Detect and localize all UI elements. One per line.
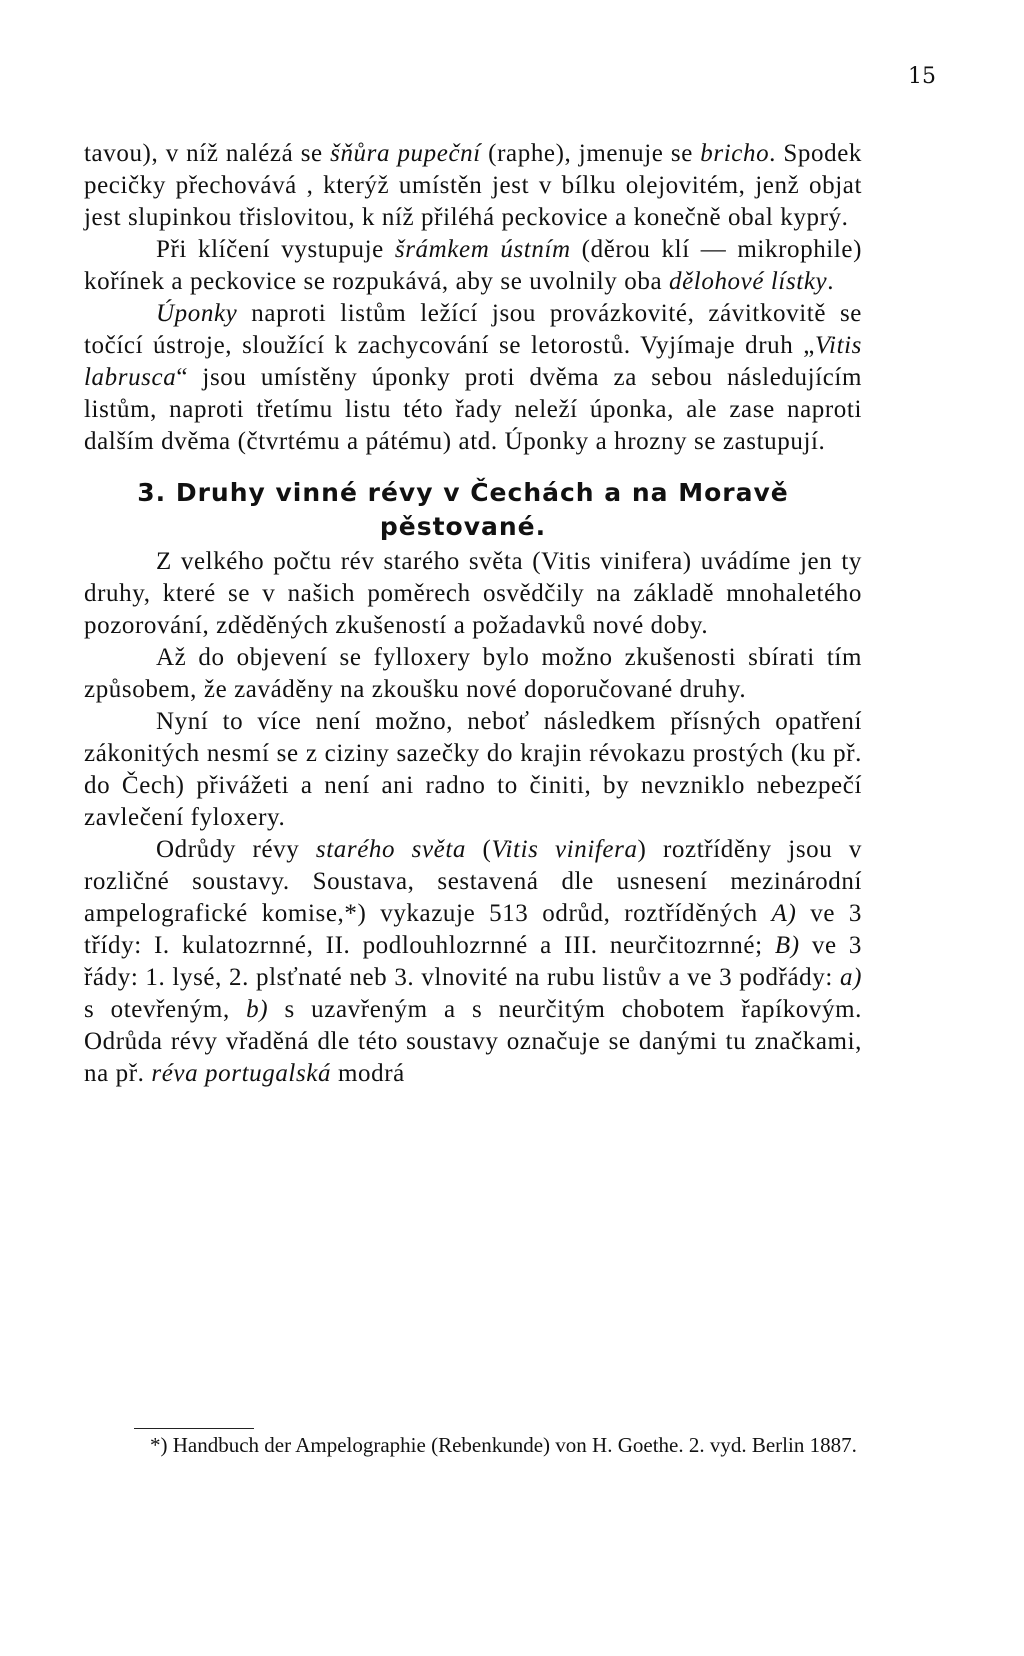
italic-term: réva portugalská — [151, 1060, 332, 1087]
italic-term: šňůra pupeční — [330, 140, 481, 167]
paragraph-phylloxera: Až do objevení se fylloxery bylo možno zkušenosti sbírati tím způsobem, že zaváděny na zkoušku nové doporučované druhy. — [84, 644, 862, 703]
paragraph-germination — [84, 234, 862, 298]
italic-term: b) — [246, 996, 269, 1023]
text-run: ( — [466, 836, 492, 863]
italic-term: Úponky — [156, 300, 238, 327]
text-run: (raphe), jmenuje se — [480, 140, 701, 167]
italic-term: dělohové lístky — [669, 268, 828, 295]
footnote-text: *) Handbuch der Ampelographie (Rebenkunde) von H. Goethe. 2. vyd. Berlin 1887. — [150, 1433, 857, 1457]
italic-term: A) — [771, 900, 797, 927]
italic-term: B) — [774, 932, 800, 959]
text-run: Odrůdy révy — [156, 836, 316, 863]
text-run: s uzavřeným a s neurčitým chobotem řapíkovým. Odrůda révy vřaděná dle této soustavy označuje se danými tu značkami, na př. — [84, 996, 862, 1087]
page-number: 15 — [908, 64, 936, 89]
text-run: ve 3 třídy: I. kulatozrnné, II. podlouhlozrnné a III. neurčitozrnné; — [84, 900, 862, 959]
body-text — [84, 138, 862, 1090]
text-run: modrá — [331, 1060, 405, 1087]
text-run: s otevřeným, — [84, 996, 247, 1023]
italic-term: a) — [839, 964, 862, 991]
text-run: “ jsou umístěny úponky proti dvěma za sebou následujícím listům, naproti třetímu listu této řady neleží úponka, ale zase naproti dalším dvěma (čtvrtému a pátému) atd. Úponky a hrozny se zastupují. — [84, 364, 862, 455]
text-run: Při klíčení vystupuje — [156, 236, 395, 263]
text-run: ) roztříděny jsou v rozličné soustavy. Soustava, sestavená dle usnesení mezinárodní ampelografické komise,*) vykazuje 513 odrůd, roztříděných — [84, 836, 862, 927]
footnote — [84, 1432, 862, 1459]
text-run: ve 3 řády: 1. lysé, 2. plsťnaté neb 3. vlnovité na rubu listův a ve 3 podřády: — [84, 932, 862, 991]
text-run: (děrou klí — mikrophile) kořínek a peckovice se rozpukává, aby se uvolnily oba — [84, 236, 863, 295]
section-heading: 3. Druhy vinné révy v Čechách a na Moravě pěstované. — [137, 478, 789, 541]
italic-term: bricho — [700, 140, 770, 167]
paragraph-classification — [84, 834, 862, 1090]
paragraph-tendrils — [84, 298, 862, 458]
paragraph-import-ban: Nyní to více není možno, neboť následkem přísných opatření zákonitých nesmí se z ciziny sazečky do krajin révokazu prostých (ku př. do Čech) přivážeti a není ani radno to činiti, by nevzniklo nebezpečí zavlečení fyloxery. — [84, 708, 862, 831]
italic-term: Vitis vinifera — [491, 836, 638, 863]
text-run: . — [827, 268, 835, 295]
paragraph-varieties-intro: Z velkého počtu rév starého světa (Vitis vinifera) uvádíme jen ty druhy, které se v našich poměrech osvědčily na základě mnohaletého pozorování, zděděných zkušeností a požadavků nové doby. — [84, 548, 862, 639]
footnote-rule — [134, 1428, 254, 1429]
italic-term: šrámkem ústním — [394, 236, 571, 263]
text-run: naproti listům ležící jsou provázkovité, závitkovitě se točící ústroje, sloužící k zachycování se letorostů. Vyjímaje druh „ — [84, 300, 862, 359]
text-run: . Spodek pecičky přechovává , kterýž umístěn jest v bílku olejovitém, jenž objat jest slupinkou třislovitou, k níž přiléhá peckovice a konečně obal kyprý. — [84, 140, 863, 231]
text-run: tavou), v níž nalézá se — [84, 140, 331, 167]
italic-term: starého světa — [315, 836, 466, 863]
paragraph-continuation — [84, 138, 862, 234]
italic-term: Vitis labrusca — [84, 332, 862, 391]
